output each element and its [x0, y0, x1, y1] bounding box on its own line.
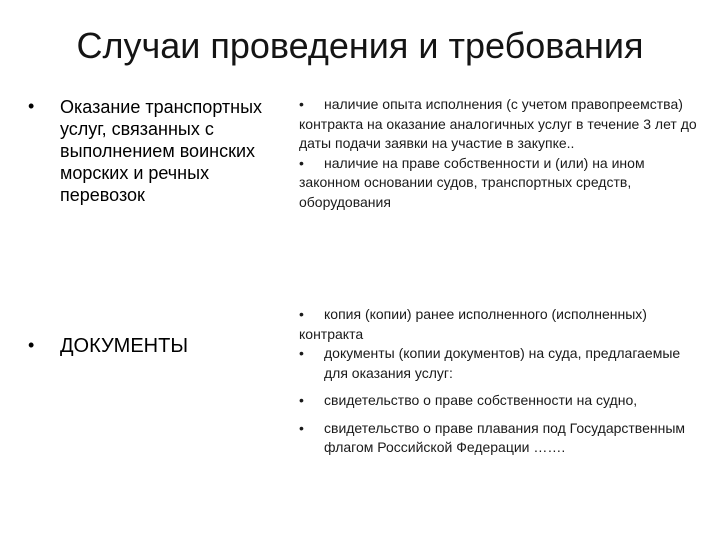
bullet-marker: •	[299, 345, 304, 361]
bullet-marker: •	[299, 392, 304, 408]
requirement-text: наличие на праве собственности и (или) на ином законном основании судов, транспортных средств, оборудования	[299, 154, 645, 210]
bullet-marker: •	[299, 154, 304, 171]
requirement-text: наличие опыта исполнения (с учетом правопреемства) контракта на оказание аналогичных услуг в течение 3 лет до даты подачи заявки на участие в закупке..	[299, 96, 697, 151]
left-bullet-services	[28, 96, 288, 246]
left-bullet-text: Оказание транспортных услуг, связанных с выполнением воинских морских и речных перевозок	[60, 97, 263, 205]
document-item	[299, 391, 699, 411]
bullet-marker: •	[299, 96, 304, 112]
bullet-marker: •	[299, 306, 304, 322]
left-bullet-documents	[28, 335, 288, 365]
bullet-marker: •	[299, 419, 304, 436]
document-text: свидетельство о праве собственности на судно,	[324, 392, 638, 408]
documents-intro-text: копия (копии) ранее исполненного (исполненных) контракта	[299, 306, 647, 342]
documents-intro	[299, 305, 699, 344]
bullet-marker: •	[28, 335, 35, 355]
requirement-item	[299, 154, 699, 213]
documents-list	[299, 305, 699, 458]
requirement-item	[299, 95, 699, 154]
bullet-marker: •	[28, 96, 35, 116]
requirements-list	[299, 95, 699, 212]
slide-title: Случаи проведения и требования	[76, 25, 644, 66]
left-bullet-text: ДОКУМЕНТЫ	[60, 335, 189, 357]
document-item	[299, 419, 699, 458]
document-text: документы (копии документов) на суда, предлагаемые для оказания услуг:	[324, 345, 681, 381]
document-item	[299, 344, 699, 383]
document-text: свидетельство о праве плавания под Государственным флагом Российской Федерации …….	[324, 419, 686, 455]
